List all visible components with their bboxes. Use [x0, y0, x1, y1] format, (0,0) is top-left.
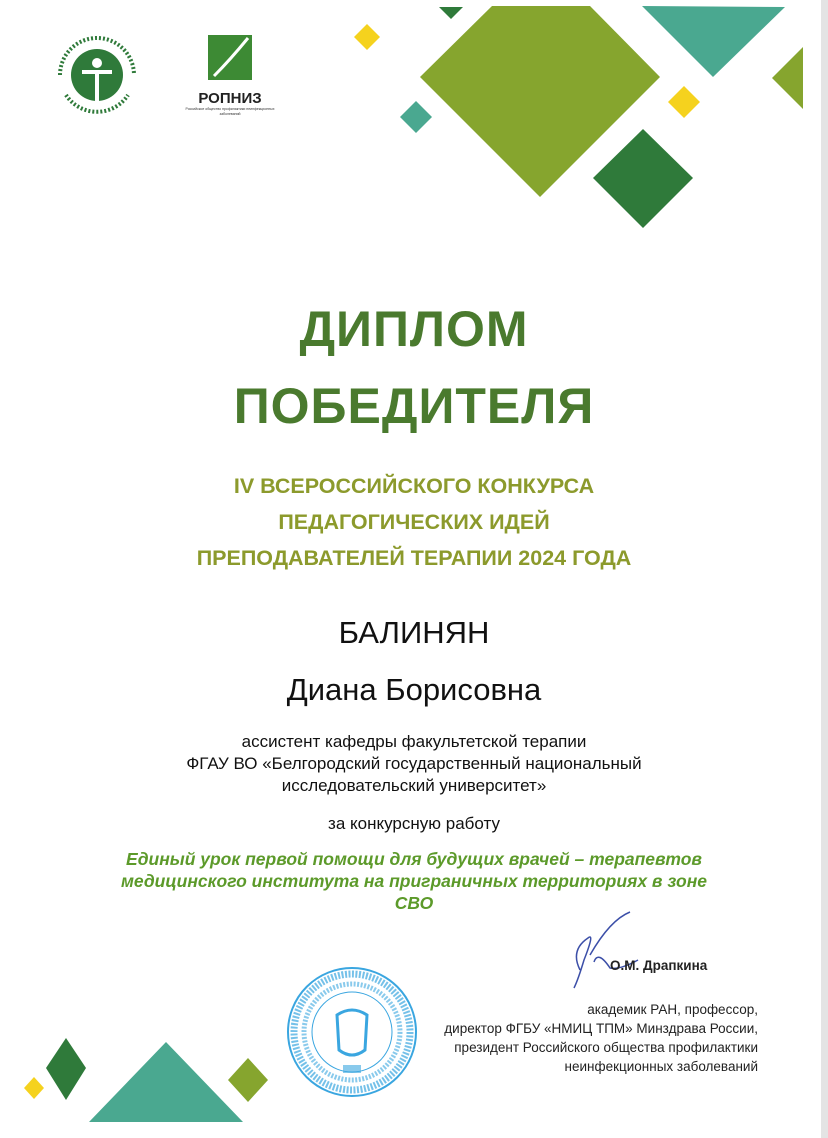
recipient-position	[0, 731, 828, 797]
diploma-title-line1: ДИПЛОМ	[299, 301, 529, 357]
signer-name: О.М. Драпкина	[610, 958, 708, 973]
work-label: за конкурсную работу	[328, 814, 500, 833]
nmic-logo	[52, 30, 142, 120]
teal-diamond-shape	[400, 101, 432, 133]
dark-diamond-shape	[593, 129, 693, 228]
recipient-name: Диана Борисовна	[286, 672, 542, 707]
yellow-diamond-shape	[24, 1077, 44, 1099]
signer-regalia	[444, 1000, 758, 1076]
work-title	[80, 848, 748, 914]
yellow-diamond-shape	[354, 24, 380, 50]
ropniz-name: РОПНИЗ	[198, 90, 262, 107]
ropniz-logo	[180, 30, 280, 120]
contest-line: IV ВСЕРОССИЙСКОГО КОНКУРСА	[233, 474, 595, 498]
recipient-surname: БАЛИНЯН	[338, 615, 490, 650]
position-line: ФГАУ ВО «Белгородский государственный национальный	[186, 754, 642, 773]
regalia-line: неинфекционных заболеваний	[564, 1059, 758, 1074]
official-stamp	[285, 965, 420, 1100]
teal-triangle-shape	[642, 6, 785, 77]
dark-diamond-shape	[46, 1038, 86, 1100]
teal-triangle-shape	[89, 1042, 243, 1122]
contest-line: ПЕДАГОГИЧЕСКИХ ИДЕЙ	[278, 510, 550, 534]
work-title-line: СВО	[394, 893, 434, 913]
signature	[550, 910, 640, 990]
dark-triangle-shape	[439, 7, 463, 19]
work-title-line: Единый урок первой помощи для будущих врачей – терапевтов	[126, 849, 702, 869]
yellow-diamond-shape	[668, 86, 700, 118]
diploma-title-line2: ПОБЕДИТЕЛЯ	[233, 378, 595, 434]
work-title-line: медицинского института на приграничных территориях в зоне	[120, 871, 708, 891]
position-line: исследовательский университет»	[281, 776, 547, 795]
regalia-line: президент Российского общества профилактики	[454, 1040, 758, 1055]
position-line: ассистент кафедры факультетской терапии	[241, 732, 587, 751]
olive-diamond-shape	[228, 1058, 268, 1102]
ropniz-tagline: Российское общество профилактики неинфекционных заболеваний	[185, 107, 275, 116]
regalia-line: академик РАН, профессор,	[587, 1002, 758, 1017]
leaf-icon	[180, 30, 280, 85]
olive-triangle-shape	[772, 47, 803, 109]
contest-name	[0, 468, 828, 576]
contest-line: ПРЕПОДАВАТЕЛЕЙ ТЕРАПИИ 2024 ГОДА	[196, 546, 632, 570]
regalia-line: директор ФГБУ «НМИЦ ТПМ» Минздрава России,	[444, 1021, 758, 1036]
